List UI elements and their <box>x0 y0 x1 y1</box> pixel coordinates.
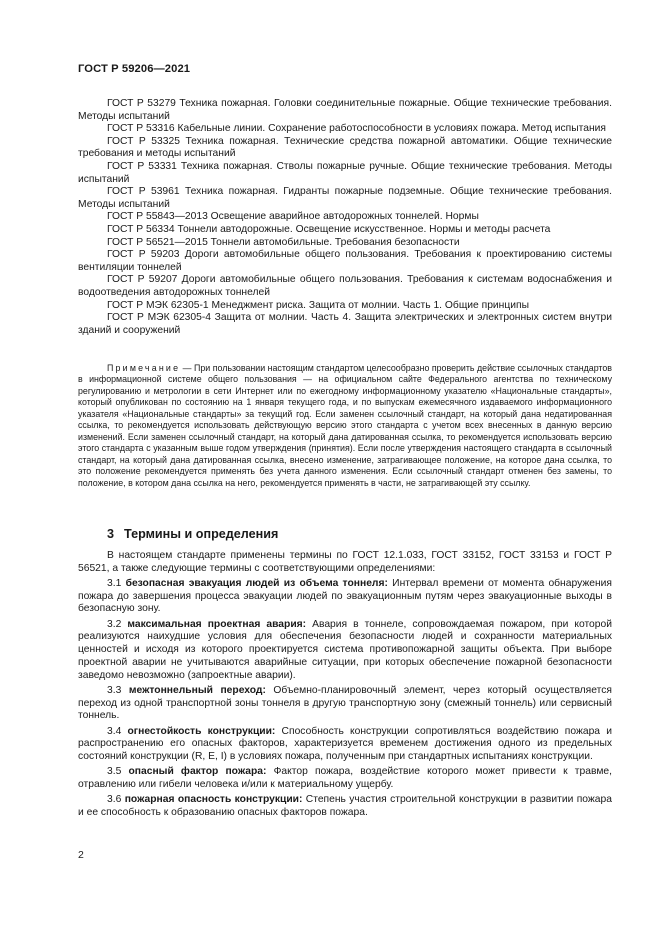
term-definition <box>78 685 612 723</box>
reference-item: ГОСТ Р 53279 Техника пожарная. Головки соединительные пожарные. Общие технические требования. Методы испытаний <box>78 98 612 122</box>
term-definition <box>78 726 612 764</box>
term-text: Авария в тоннеле, сопровождаемая пожаром, при которой реализуются наихудшие условия для обеспечения безопасности людей и сохранности материальных ценностей и исходя из которого проектируется система противопожарной защиты объекта. При выборе проектной аварии не учитываются аварийные ситуации, при которых обеспечение пожарной безопасности заведомо невозможно (запроектные аварии). <box>78 618 612 681</box>
note-paragraph <box>78 363 612 489</box>
reference-item: ГОСТ Р 53961 Техника пожарная. Гидранты пожарные подземные. Общие технические требования. Методы испытаний <box>78 186 612 210</box>
term-number: 3.2 <box>107 618 122 630</box>
term-text: Объемно-планировочный элемент, через который осуществляется переход из одной транспортной зоны тоннеля в другую транспортную зону (смежный тоннель) или сервисный тоннель. <box>78 684 612 722</box>
reference-item: ГОСТ Р 53331 Техника пожарная. Стволы пожарные ручные. Общие технические требования. Методы испытаний <box>78 160 612 185</box>
reference-item: ГОСТ Р 53316 Кабельные линии. Сохранение работоспособности в условиях пожара. Метод испытания <box>107 123 606 135</box>
section-intro: В настоящем стандарте применены термины по ГОСТ 12.1.033, ГОСТ 33152, ГОСТ 33153 и ГОСТ Р 56521, а также следующие термины с соответствующими определениями: <box>78 550 612 574</box>
page-number: 2 <box>78 849 84 861</box>
section-title: Термины и определения <box>124 527 279 541</box>
term-name: огнестойкость конструкции: <box>127 725 276 737</box>
term-definition <box>78 619 612 683</box>
term-text: Интервал времени от момента обнаружения пожара до завершения процесса эвакуации людей по эвакуационным путям через эвакуационные выходы в безопасную зону. <box>78 578 612 615</box>
term-definition <box>78 794 612 819</box>
references-list <box>78 98 612 337</box>
section-body <box>78 550 612 822</box>
reference-item: ГОСТ Р 55843—2013 Освещение аварийное автодорожных тоннелей. Нормы <box>107 211 479 223</box>
term-name: опасный фактор пожара: <box>128 766 267 778</box>
reference-item: ГОСТ Р МЭК 62305-4 Защита от молнии. Часть 4. Защита электрических и электронных систем внутри зданий и сооружений <box>78 312 612 336</box>
reference-item: ГОСТ Р 56521—2015 Тоннели автомобильные. Требования безопасности <box>107 236 460 248</box>
term-number: 3.5 <box>107 766 122 778</box>
reference-item: ГОСТ Р МЭК 62305-1 Менеджмент риска. Защита от молнии. Часть 1. Общие принципы <box>107 299 529 311</box>
note-label: Примечание <box>107 363 181 373</box>
term-definition <box>78 578 612 616</box>
term-number: 3.6 <box>107 794 122 806</box>
reference-item: ГОСТ Р 56334 Тоннели автодорожные. Освещение искусственное. Нормы и методы расчета <box>107 223 551 235</box>
reference-item: ГОСТ Р 53325 Техника пожарная. Технические средства пожарной автоматики. Общие технические требования и методы испытаний <box>78 135 612 160</box>
note-text: — При пользовании настоящим стандартом целесообразно проверить действие ссылочных стандартов в информационной системе общего пользования — на официальном сайте Федерального агентства по техническому регулированию и метрологии в сети Интернет или по ежегодному информационному указателю «Национальные стандарты», который опубликован по состоянию на 1 января текущего года, и по выпускам ежемесячного издаваемого информационного указателя «Национальные стандарты» за текущий год. Если заменен ссылочный стандарт, на который дана недатированная ссылка, то рекомендуется использовать действующую версию этого стандарта с учетом всех внесенных в данную версию изменений. Если заменен ссылочный стандарт, на который дана датированная ссылка, то рекомендуется использовать версию этого стандарта с указанным выше годом утверждения (принятия). Если после утверждения настоящего стандарта в ссылочный стандарт, на который дана датированная ссылка, внесено изменение, затрагивающее положение, на которое дана ссылка, то это положение рекомендуется применять без учета данного изменения. Если ссылочный стандарт отменен без замены, то положение, в котором дана ссылка на него, рекомендуется применять в части, не затрагивающей эту ссылку. <box>78 363 612 488</box>
section-heading <box>107 527 278 541</box>
term-text: Фактор пожара, воздействие которого может привести к травме, отравлению или гибели человека и/или к материальному ущербу. <box>78 766 612 790</box>
reference-item: ГОСТ Р 59203 Дороги автомобильные общего пользования. Требования к проектированию системы вентиляции тоннелей <box>78 249 612 273</box>
term-name: максимальная проектная авария: <box>127 618 307 630</box>
term-number: 3.4 <box>107 725 122 737</box>
term-name: межтоннельный переход: <box>128 684 266 696</box>
term-text: Способность конструкции сопротивляться воздействию пожара и распространению его опасных факторов, характеризуется временем достижения одного из предельных состояний конструкции (R, E, I) в условиях пожара, полученным при стандартных испытаниях конструкции. <box>78 725 612 762</box>
document-header: ГОСТ Р 59206—2021 <box>78 63 191 75</box>
reference-item: ГОСТ Р 59207 Дороги автомобильные общего пользования. Требования к системам водоснабжения и водоотведения автодорожных тоннелей <box>78 274 612 298</box>
term-number: 3.1 <box>107 578 122 589</box>
term-text: Степень участия строительной конструкции в развитии пожара и ее способность к образованию опасных факторов пожара. <box>78 794 612 818</box>
term-name: пожарная опасность конструкции: <box>124 794 303 806</box>
section-number: 3 <box>107 527 115 541</box>
term-number: 3.3 <box>107 684 122 696</box>
term-definition <box>78 766 612 791</box>
term-name: безопасная эвакуация людей из объема тоннеля: <box>125 578 388 589</box>
